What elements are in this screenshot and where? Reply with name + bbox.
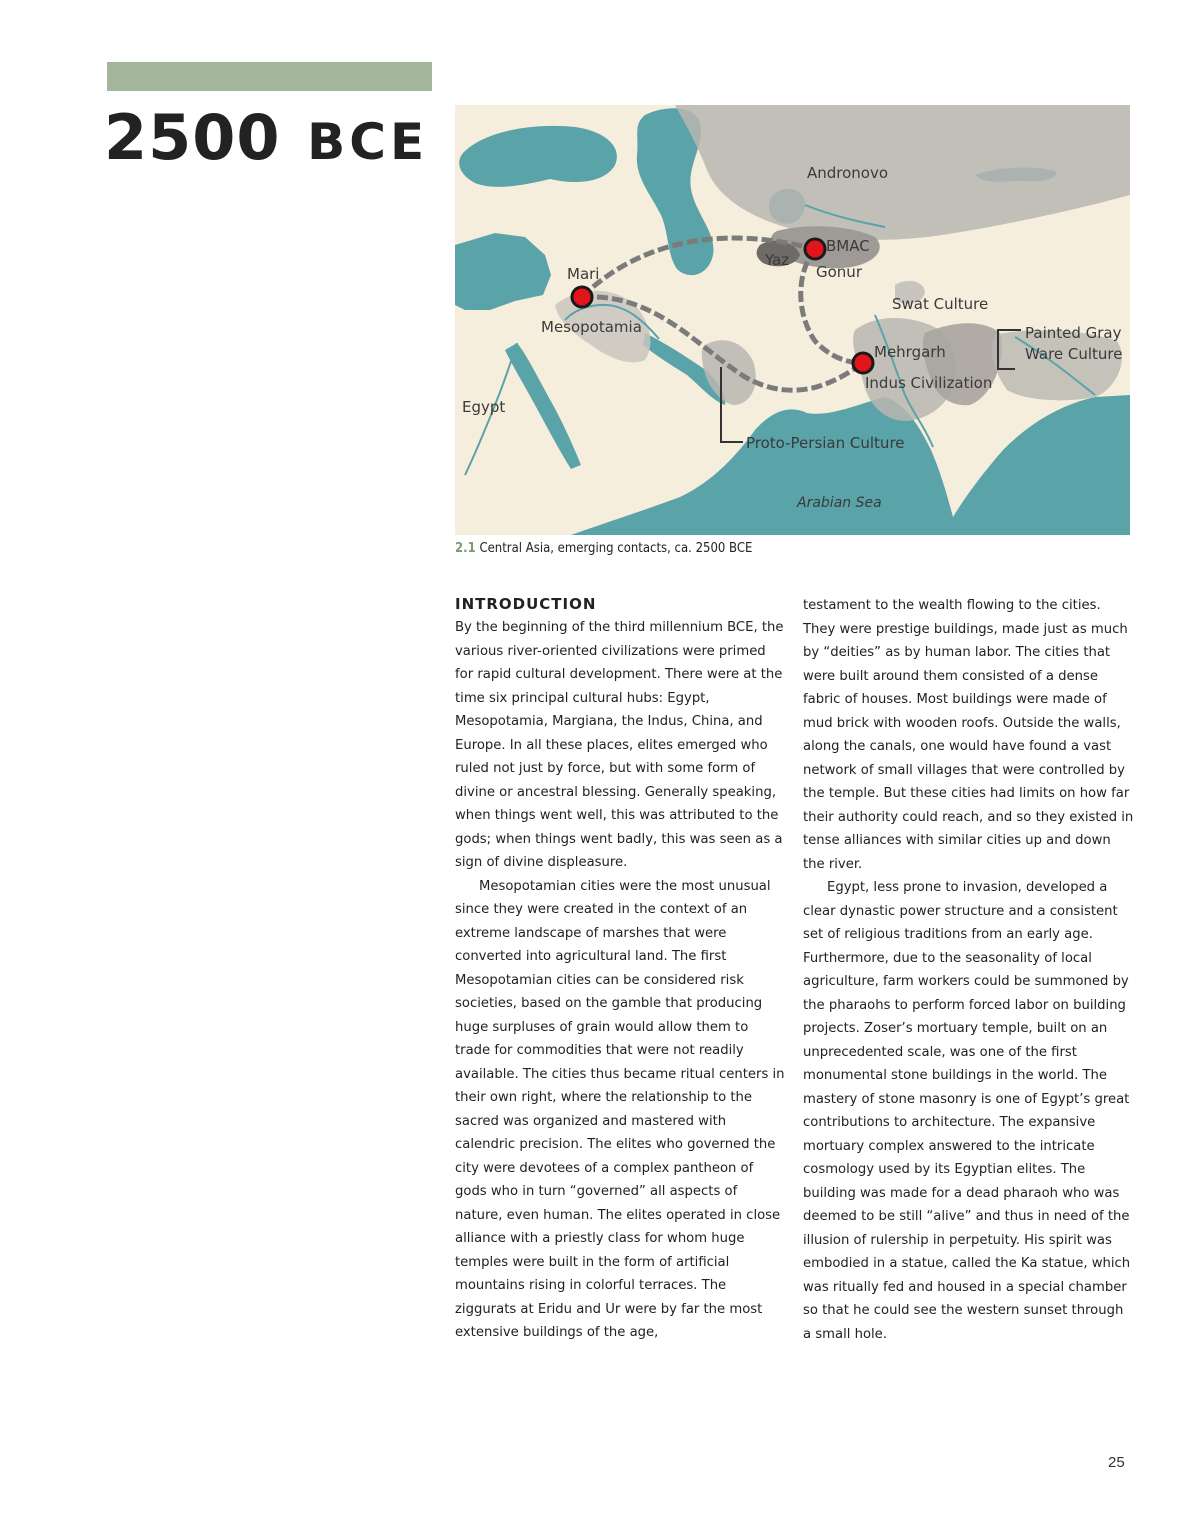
label-indus-civilization: Indus Civilization [865, 374, 993, 392]
label-arabian-sea: Arabian Sea [797, 495, 882, 511]
central-asia-map [455, 105, 1130, 535]
body-paragraph: Egypt, less prone to invasion, developed a clear dynastic power structure and a consistent set of religious traditions from an early age. Furthermore, due to the seasonality of local agriculture, farm workers could be summoned by the pharaohs to perform forced labor on building projects. Zoser’s mortuary temple, built on an unprecedented scale, was one of the first monumental stone buildings in the world. The mastery of stone masonry is one of Egypt’s great contributions to architecture. The expansive mortuary complex answered to the intricate cosmology used by its Egyptian elites. The building was made for a dead pharaoh who was deemed to be still “alive” and thus in need of the illusion of rulership in perpetuity. His spirit was embodied in a statue, called the Ka statue, which was ritually fed and housed in a special chamber so that he could see the western sunset through a small hole. [803, 880, 1131, 1342]
page-number: 25 [1108, 1454, 1125, 1471]
label-painted-gray-line2: Ware Culture [1025, 345, 1123, 363]
body-paragraph: testament to the wealth flowing to the cities. They were prestige buildings, made just as much by “deities” as by human labor. The cities that were built around them consisted of a dense fabric of houses. Most buildings were made of mud brick with wooden roofs. Outside the walls, along the canals, one would have found a vast network of small villages that were controlled by the temple. But these cities had limits on how far their authority could reach, and so they existed in tense alliances with similar cities up and down the river. [803, 598, 1134, 872]
label-yaz: Yaz [765, 251, 790, 269]
label-egypt: Egypt [462, 398, 506, 416]
period-era: BCE [307, 113, 429, 171]
label-andronovo: Andronovo [807, 164, 889, 182]
label-bmac: BMAC [826, 237, 870, 255]
label-mehrgarh: Mehrgarh [874, 343, 946, 361]
label-gonur: Gonur [816, 263, 862, 281]
caption-number: 2.1 [455, 541, 476, 556]
mari-site-marker [572, 287, 592, 307]
label-painted-gray-line1: Painted Gray [1025, 324, 1122, 342]
header-color-bar [107, 62, 432, 91]
gonur-site-marker [805, 239, 825, 259]
label-mesopotamia: Mesopotamia [541, 318, 642, 336]
label-mari: Mari [567, 265, 600, 283]
period-title [104, 98, 428, 182]
figure-caption [455, 541, 752, 556]
map-graphic [455, 105, 1130, 535]
label-swat-culture: Swat Culture [892, 295, 989, 313]
mehrgarh-site-marker [853, 353, 873, 373]
caption-text: Central Asia, emerging contacts, ca. 2500 BCE [479, 541, 753, 556]
section-heading: INTRODUCTION [455, 595, 597, 613]
text-column-left [455, 594, 787, 1345]
body-paragraph: By the beginning of the third millennium BCE, the various river-oriented civilizations were primed for rapid cultural development. There were at the time six principal cultural hubs: Egypt, Mesopotamia, Margiana, the Indus, China, and Europe. In all these places, elites emerged who ruled not just by force, but with some form of divine or ancestral blessing. Generally speaking, when things went well, this was attributed to the gods; when things went badly, this was seen as a sign of divine displeasure. [455, 620, 784, 870]
label-proto-persian: Proto-Persian Culture [746, 434, 905, 452]
text-column-right [803, 594, 1135, 1346]
period-year: 2500 [104, 101, 281, 174]
body-paragraph: Mesopotamian cities were the most unusual since they were created in the context of an extreme landscape of marshes that were converted into agricultural land. The first Mesopotamian cities can be considered risk societies, based on the gamble that producing huge surpluses of grain would allow them to trade for commodities that were not readily available. The cities thus became ritual centers in their own right, where the relationship to the sacred was organized and mastered with calendric precision. The elites who governed the city were devotees of a complex pantheon of gods who in turn “governed” all aspects of nature, even human. The elites operated in close alliance with a priestly class for whom huge temples were built in the form of artificial mountains rising in colorful terraces. The ziggurats at Eridu and Ur were by far the most extensive buildings of the age, [455, 878, 785, 1340]
